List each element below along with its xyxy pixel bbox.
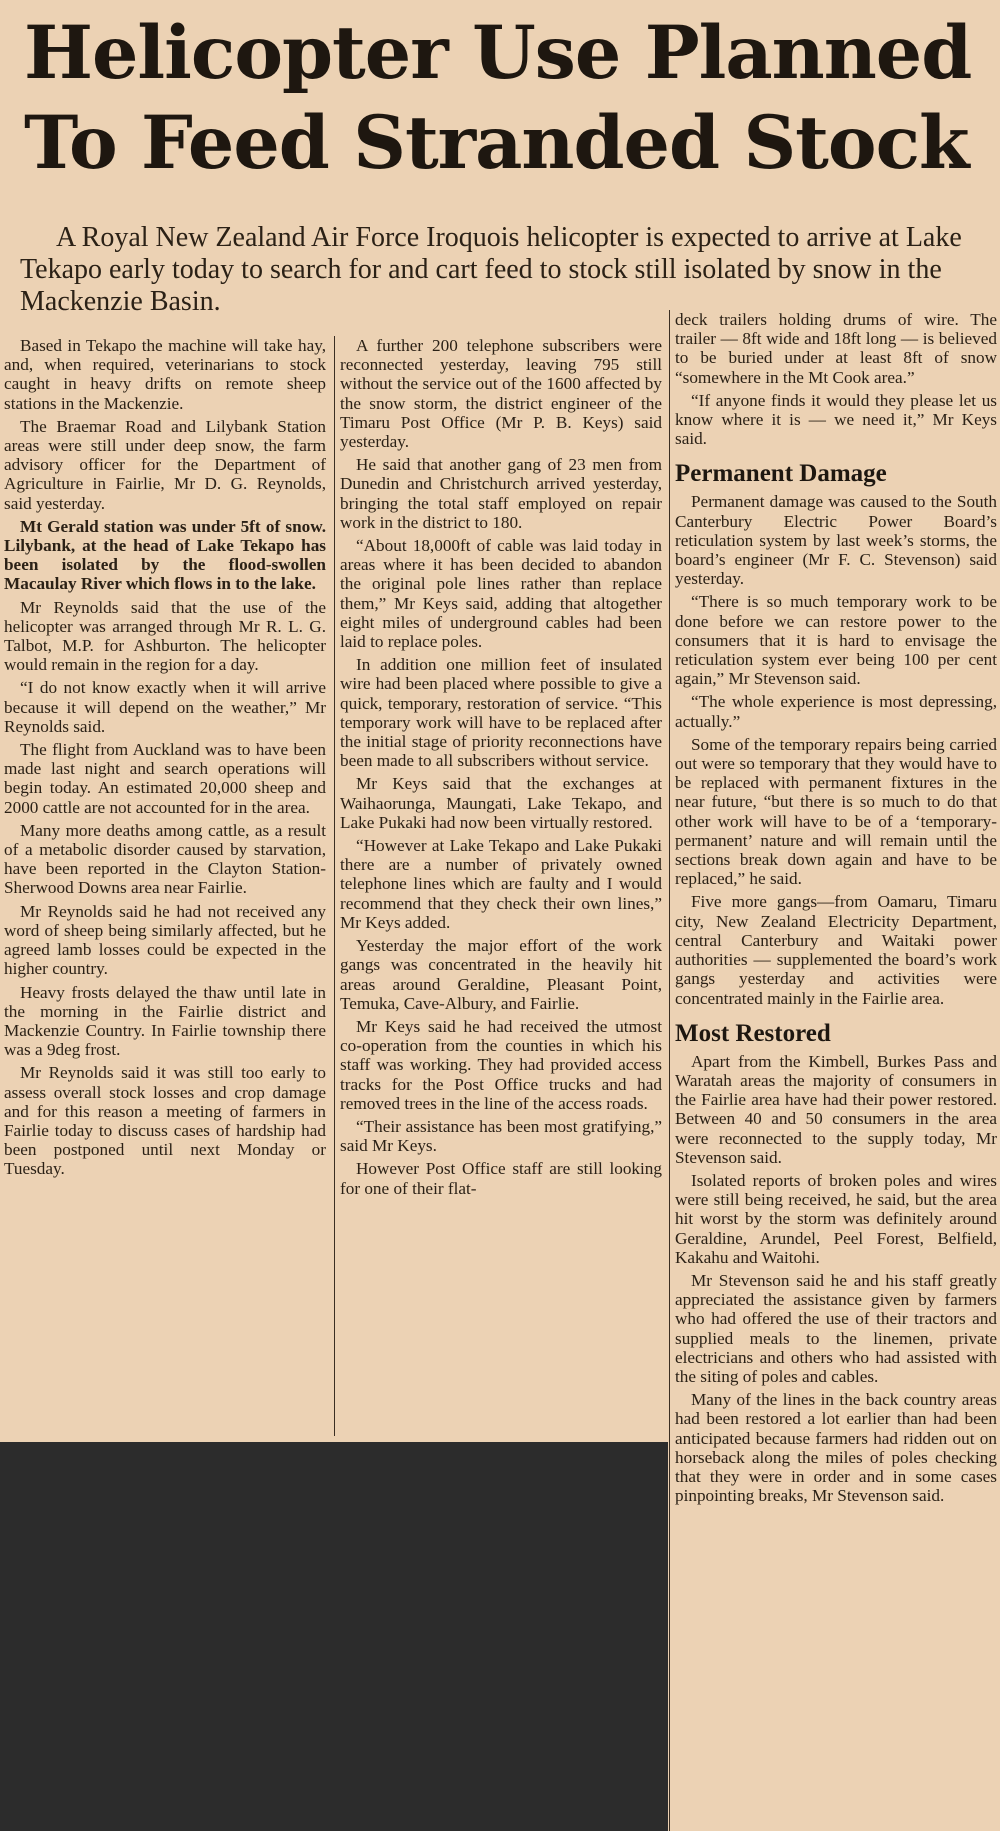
deck-paragraph: A Royal New Zealand Air Force Iroquois helicopter is expected to arrive at Lake Tekapo early today to search for and cart feed to stock still isolated by snow in the Mackenzie Basin. bbox=[20, 222, 962, 317]
background-area bbox=[0, 1442, 668, 1831]
paragraph: The Braemar Road and Lilybank Station areas were still under deep snow, the farm advisory officer for the Department of Agriculture in Fairlie, Mr D. G. Reynolds, said yesterday. bbox=[4, 416, 326, 513]
paragraph: Many of the lines in the back country areas had been restored a lot earlier than had been anticipated because farmers had ridden out on horseback along the miles of poles checking that they were in order and in some cases pinpointing breaks, Mr Stevenson said. bbox=[675, 1390, 997, 1506]
paragraph: Mr Keys said that the exchanges at Waihaorunga, Maungati, Lake Tekapo, and Lake Pukaki had now been virtually restored. bbox=[340, 774, 662, 832]
paragraph: Permanent damage was caused to the South Canterbury Electric Power Board’s reticulation system by last week’s storms, the board’s engineer (Mr F. C. Stevenson) said yesterday. bbox=[675, 492, 997, 589]
continued-paragraph: deck trailers holding drums of wire. The trailer — 8ft wide and 18ft long — is believed to be buried under at least 8ft of snow “somewhere in the Mt Cook area.” bbox=[675, 310, 997, 387]
paragraph: Based in Tekapo the machine will take hay, and, when required, veterinarians to stock caught in heavy drifts on remote sheep stations in the Mackenzie. bbox=[4, 336, 326, 413]
paragraph: The flight from Auckland was to have been made last night and search operations will begin today. An estimated 20,000 sheep and 2000 cattle are not accounted for in the area. bbox=[4, 740, 326, 817]
paragraph: Many more deaths among cattle, as a result of a metabolic disorder caused by starvation, have been reported in the Clayton Station-Sherwood Downs area near Fairlie. bbox=[4, 820, 326, 898]
paragraph: “There is so much temporary work to be done before we can restore power to the consumers that it is hard to envisage the reticulation system ever being 100 per cent again,” Mr Stevenson said. bbox=[675, 592, 997, 689]
column-3 bbox=[675, 310, 997, 1830]
paragraph: “If anyone finds it would they please let us know where it is — we need it,” Mr Keys said. bbox=[675, 390, 997, 449]
paragraph: A further 200 telephone subscribers were reconnected yesterday, leaving 795 still without the service out of the 1600 affected by the snow storm, the district engineer of the Timaru Post Office (Mr P. B. Keys) said yesterday. bbox=[340, 336, 662, 452]
paragraph: Isolated reports of broken poles and wires were still being received, he said, but the area hit worst by the storm was definitely around Geraldine, Arundel, Peel Forest, Belfield, Kakahu and Waitohi. bbox=[675, 1170, 997, 1267]
paragraph: “The whole experience is most depressing, actually.” bbox=[675, 692, 997, 731]
paragraph: Mr Reynolds said he had not received any word of sheep being similarly affected, but he agreed lamb losses could be expected in the higher country. bbox=[4, 901, 326, 979]
paragraph: “I do not know exactly when it will arrive because it will depend on the weather,” Mr Reynolds said. bbox=[4, 678, 326, 736]
bold-paragraph: Mt Gerald station was under 5ft of snow. Lilybank, at the head of Lake Tekapo has been isolated by the flood-swollen Macaulay River which flows in to the lake. bbox=[4, 516, 326, 594]
subheading: Permanent Damage bbox=[675, 460, 887, 488]
subheading: Most Restored bbox=[675, 1019, 831, 1047]
paragraph: He said that another gang of 23 men from Dunedin and Christchurch arrived yesterday, bringing the total staff employed on repair work in the district to 180. bbox=[340, 455, 662, 532]
paragraph: Heavy frosts delayed the thaw until late in the morning in the Fairlie district and Mackenzie Country. In Fairlie township there was a 9deg frost. bbox=[4, 982, 326, 1060]
column-2 bbox=[340, 336, 662, 1436]
paragraph: In addition one million feet of insulated wire had been placed where possible to give a quick, temporary, restoration of service. “This temporary work will have to be replaced after the initial stage of priority reconnections have been made to all subscribers without service. bbox=[340, 655, 662, 771]
paragraph: Five more gangs—from Oamaru, Timaru city, New Zealand Electricity Department, central Canterbury and Waitaki power authorities — supplemented the board’s work gangs yesterday and activities were concentrated mainly in the Fairlie area. bbox=[675, 892, 997, 1008]
paragraph: Mr Reynolds said it was still too early to assess overall stock losses and crop damage and for this reason a meeting of farmers in Fairlie today to discuss cases of hardship had been postponed until next Monday or Tuesday. bbox=[4, 1063, 326, 1179]
paragraph: Mr Keys said he had received the utmost co-operation from the counties in which his staff was working. They had provided access tracks for the Post Office trucks and had removed trees in the line of the access roads. bbox=[340, 1016, 662, 1113]
paragraph: Some of the temporary repairs being carried out were so temporary that they would have to be replaced with permanent fixtures in the near future, “but there is so much to do that other work will have to be of a ‘temporary-permanent’ nature and will remain until the sections break down again and have to be replaced,” he said. bbox=[675, 734, 997, 889]
paragraph: “Their assistance has been most gratifying,” said Mr Keys. bbox=[340, 1116, 662, 1156]
paragraph: Apart from the Kimbell, Burkes Pass and Waratah areas the majority of consumers in the Fairlie area have had their power restored. Between 40 and 50 consumers in the area were reconnected to the supply today, Mr Stevenson said. bbox=[675, 1051, 997, 1167]
column-rule-1 bbox=[334, 336, 335, 1436]
column-rule-2 bbox=[669, 310, 670, 1831]
paragraph: Mr Reynolds said that the use of the helicopter was arranged through Mr R. L. G. Talbot, M.P. for Ashburton. The helicopter would remain in the region for a day. bbox=[4, 597, 326, 675]
paragraph: However Post Office staff are still looking for one of their flat- bbox=[340, 1159, 662, 1198]
column-1 bbox=[4, 336, 326, 1436]
paragraph: “About 18,000ft of cable was laid today in areas where it has been decided to abandon the original pole lines rather than replace them,” Mr Keys said, adding that altogether eight miles of underground cables had been laid to replace poles. bbox=[340, 536, 662, 652]
headline: Helicopter Use Planned To Feed Stranded Stock bbox=[24, 10, 972, 186]
paragraph: “However at Lake Tekapo and Lake Pukaki there are a number of privately owned telephone lines which are faulty and I would recommend that they check their own lines,” Mr Keys added. bbox=[340, 836, 662, 932]
paragraph: Yesterday the major effort of the work gangs was concentrated in the heavily hit areas around Geraldine, Pleasant Point, Temuka, Cave-Albury, and Fairlie. bbox=[340, 936, 662, 1013]
paragraph: Mr Stevenson said he and his staff greatly appreciated the assistance given by farmers who had offered the use of their tractors and supplied meals to the linemen, private electricians and others who had assisted with the siting of poles and cables. bbox=[675, 1270, 997, 1386]
